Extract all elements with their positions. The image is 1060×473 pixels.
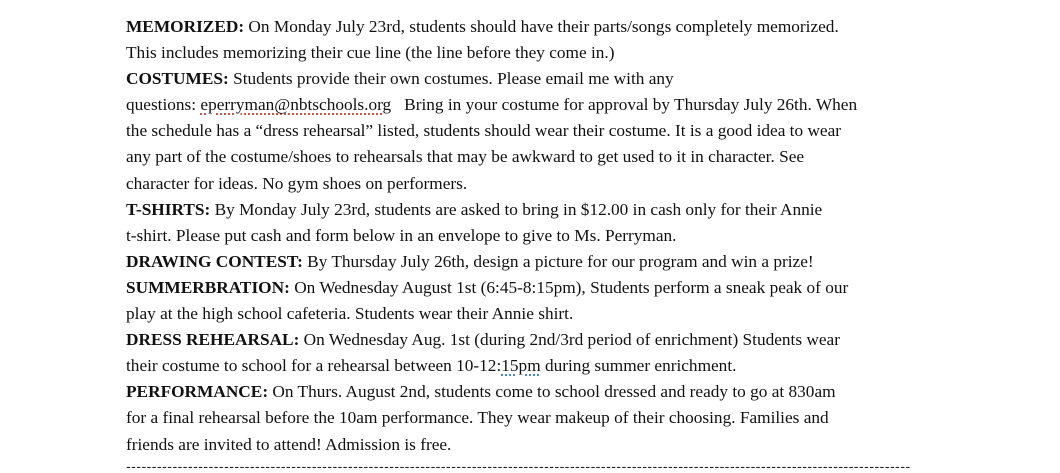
dress-rehearsal-text-2b: during summer enrichment.	[540, 356, 737, 376]
performance-line-2: for a final rehearsal before the 10am performance. They wear makeup of their choosing. Families and	[126, 408, 829, 428]
costumes-section	[126, 66, 956, 196]
performance-line-3: friends are invited to attend! Admission is free.	[126, 434, 452, 454]
dress-rehearsal-text-1: On Wednesday Aug. 1st (during 2nd/3rd period of enrichment) Students wear	[303, 330, 840, 350]
tshirts-line-2: t-shirt. Please put cash and form below in an envelope to give to Ms. Perryman.	[126, 225, 677, 245]
dress-rehearsal-label: DRESS REHEARSAL:	[126, 330, 300, 350]
tshirts-label: T-SHIRTS:	[126, 199, 211, 219]
performance-text-1: On Thurs. August 2nd, students come to school dressed and ready to go at 830am	[272, 382, 836, 402]
dress-rehearsal-line-2	[126, 353, 956, 379]
costumes-text-2: Bring in your costume for approval by Thursday July 26th. When	[391, 95, 858, 115]
costumes-line-2	[126, 92, 956, 118]
document-body	[126, 14, 956, 458]
performance-line-1	[126, 379, 956, 405]
costumes-label: COSTUMES:	[126, 69, 229, 89]
summerbration-section	[126, 275, 956, 327]
email-link[interactable]: eperryman@nbtschools.org	[200, 95, 392, 115]
performance-label: PERFORMANCE:	[126, 382, 269, 402]
memorized-line-2: This includes memorizing their cue line (the line before they come in.)	[126, 43, 615, 63]
costumes-line-4: any part of the costume/shoes to rehearsals that may be awkward to get used to it in character. See	[126, 147, 805, 167]
performance-section	[126, 379, 956, 457]
dashed-divider: --------------------------------------------------------------------------------------------------------------------------------------------------------	[126, 459, 911, 473]
costumes-questions-prefix: questions:	[126, 95, 201, 115]
memorized-line-1	[126, 14, 956, 40]
costumes-line-1	[126, 66, 956, 92]
drawing-contest-section	[126, 249, 956, 275]
summerbration-text-1: On Wednesday August 1st (6:45-8:15pm), Students perform a sneak peak of our	[294, 277, 849, 297]
drawing-line-1	[126, 249, 956, 275]
dress-rehearsal-line-1	[126, 327, 956, 353]
tshirts-line-1	[126, 197, 956, 223]
tshirts-section	[126, 197, 956, 249]
memorized-section	[126, 14, 956, 66]
drawing-label: DRAWING CONTEST:	[126, 251, 303, 271]
costumes-line-3: the schedule has a “dress rehearsal” listed, students should wear their costume. It is a good idea to wear	[126, 121, 842, 141]
memorized-label: MEMORIZED:	[126, 17, 245, 36]
memorized-text-1: On Monday July 23rd, students should have their parts/songs completely memorized.	[248, 17, 839, 36]
costumes-text-1: Students provide their own costumes. Please email me with any	[233, 69, 674, 89]
drawing-text-1: By Thursday July 26th, design a picture for our program and win a prize!	[307, 251, 814, 271]
costumes-line-5: character for ideas. No gym shoes on performers.	[126, 173, 468, 193]
dress-rehearsal-text-2a: their costume to school for a rehearsal between 10-12:	[126, 356, 502, 376]
summerbration-line-2: play at the high school cafeteria. Students wear their Annie shirt.	[126, 304, 574, 324]
dress-rehearsal-section	[126, 327, 956, 379]
dress-rehearsal-time: 15pm	[501, 356, 541, 376]
summerbration-line-1	[126, 275, 956, 301]
summerbration-label: SUMMERBRATION:	[126, 277, 290, 297]
tshirts-text-1: By Monday July 23rd, students are asked to bring in $12.00 in cash only for their Annie	[214, 199, 823, 219]
